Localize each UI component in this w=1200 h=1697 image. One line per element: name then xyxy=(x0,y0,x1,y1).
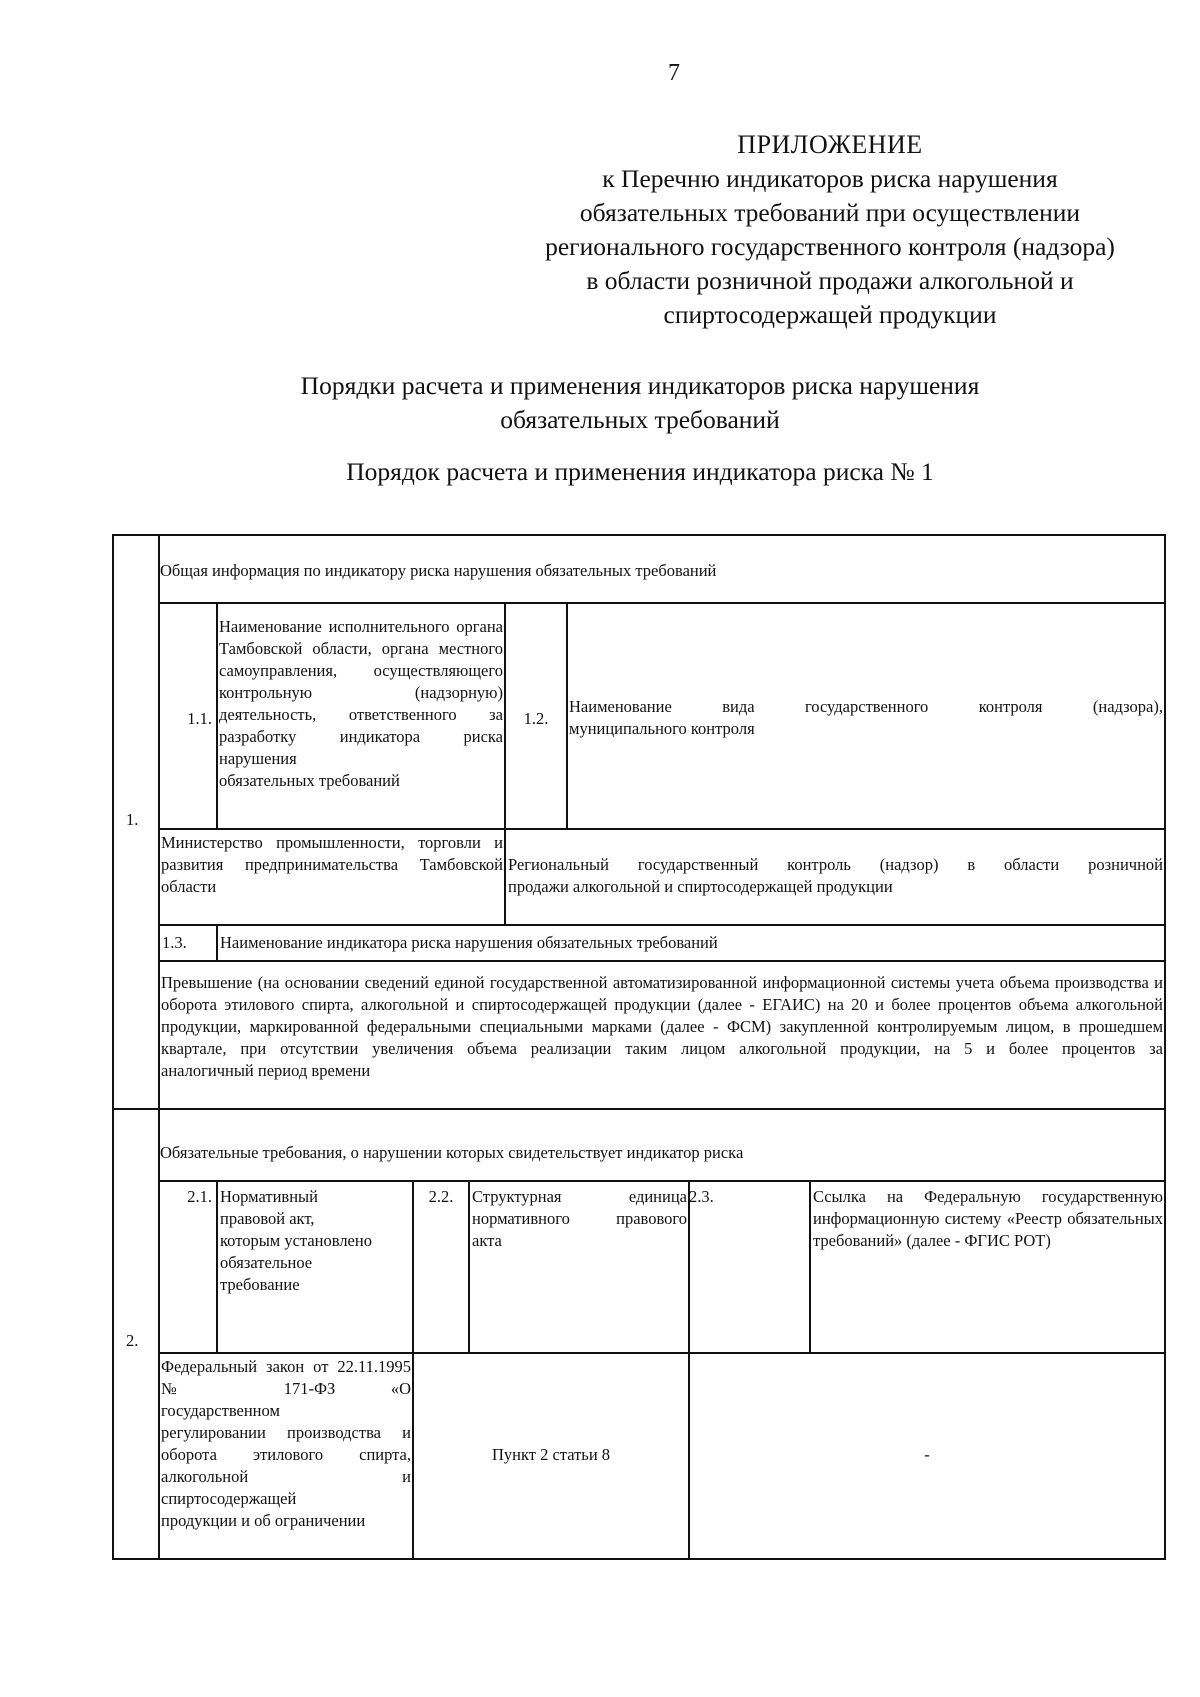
item-label-line: государственную информационную xyxy=(813,1187,1164,1228)
item-label-line: осуществляющего контрольную xyxy=(219,661,503,702)
item-value-line: государственном xyxy=(161,1401,280,1420)
section-number: 1. xyxy=(126,810,139,829)
item-value-line: Федеральный закон xyxy=(161,1357,305,1376)
item-value-line: продажи алкогольной и спиртосодержащей продукции xyxy=(508,877,893,896)
item-label-line: Ссылка на Федеральную xyxy=(813,1187,1021,1206)
item-value-line: продукции и об ограничении xyxy=(161,1511,366,1530)
item-value-line: от 22.11.1995 № 171-ФЗ «О xyxy=(161,1357,412,1398)
item-label-line: обязательное xyxy=(220,1253,313,1272)
appendix-line: спиртосодержащей продукции xyxy=(663,300,997,329)
item-value-line: учета объема производства и оборота этилового спирта, алкогольной и спиртосодержащей продукции xyxy=(161,973,1163,1014)
item-value xyxy=(161,832,503,898)
item-label xyxy=(220,1186,410,1296)
grid-line xyxy=(504,602,506,924)
item-label-line: обязательных требований xyxy=(219,771,400,790)
item-label-line: ответственного за разработку xyxy=(219,705,503,746)
item-label xyxy=(569,696,1163,740)
item-label xyxy=(813,1186,1163,1252)
item-number: 2.1. xyxy=(187,1187,212,1206)
item-label-line: Нормативный xyxy=(220,1187,318,1206)
item-value-line: отсутствии увеличения объема реализации таким лицом алкогольной продукции, на 5 и более процентов за xyxy=(280,1039,1164,1058)
section-header: Общая информация по индикатору риска нарушения обязательных требований xyxy=(160,561,717,580)
grid-line xyxy=(566,602,568,828)
section-number: 2. xyxy=(126,1331,139,1350)
appendix-line: в области розничной продажи алкогольной и xyxy=(586,266,1074,295)
grid-line xyxy=(158,602,1166,604)
item-value-line: алкогольной и xyxy=(161,1467,411,1486)
item-value-line: регулировании производства xyxy=(161,1423,381,1442)
grid-line xyxy=(158,960,1166,962)
item-label-line: органа местного xyxy=(381,639,503,658)
item-number: 2.3. xyxy=(689,1187,714,1206)
grid-line xyxy=(158,1180,1166,1182)
item-label-line: органа Тамбовской области, xyxy=(219,617,503,658)
procedures-title-line: Порядки расчета и применения индикаторов риска нарушения xyxy=(300,371,980,400)
item-label-line: Наименование вида государственного контроля (надзора), xyxy=(569,697,1163,716)
appendix-line: к Перечню индикаторов риска нарушения xyxy=(602,164,1058,193)
item-number: 1.3. xyxy=(162,933,187,952)
grid-line xyxy=(216,602,218,828)
item-label-line: (надзорную) деятельность, xyxy=(219,683,503,724)
appendix-block xyxy=(500,128,1160,332)
item-value: - xyxy=(924,1445,930,1464)
appendix-line: регионального государственного контроля (надзора) xyxy=(545,232,1115,261)
item-value-line: Превышение (на основании сведений единой государственной автоматизированной информационной системы xyxy=(161,973,951,992)
item-label-line: требование xyxy=(220,1275,300,1294)
item-value-line: аналогичный период времени xyxy=(161,1061,371,1080)
item-value-line: спиртосодержащей xyxy=(161,1489,297,1508)
grid-line xyxy=(158,534,160,1560)
item-value-line: Региональный государственный контроль (надзор) в области розничной xyxy=(508,855,1163,874)
item-value-line: торговли и развития xyxy=(161,833,503,874)
appendix-line: обязательных требований при осуществлении xyxy=(579,198,1081,227)
grid-line xyxy=(809,1180,811,1352)
section-header: Обязательные требования, о нарушении которых свидетельствует индикатор риска xyxy=(160,1143,744,1162)
grid-line xyxy=(112,1558,1166,1560)
appendix-heading: ПРИЛОЖЕНИЕ xyxy=(737,130,923,159)
item-label xyxy=(219,616,503,792)
item-value xyxy=(508,854,1163,898)
item-value-line: (далее - ЕГАИС) на 20 и более процентов объема алкогольной продукции, маркированной федеральными xyxy=(161,995,1163,1036)
item-label-line: правовой акт, xyxy=(220,1209,315,1228)
item-label-line: требований» (далее - ФГИС РОТ) xyxy=(813,1231,1051,1250)
grid-line xyxy=(1164,534,1166,1560)
item-label-line: систему «Реестр обязательных xyxy=(944,1209,1163,1228)
procedure-title: Порядок расчета и применения индикатора риска № 1 xyxy=(346,457,934,486)
grid-line xyxy=(216,1180,218,1352)
item-label-line: муниципального контроля xyxy=(569,719,755,738)
page-number: 7 xyxy=(668,60,680,86)
item-label-line: Структурная единица xyxy=(472,1187,687,1206)
procedures-title xyxy=(260,369,1020,437)
item-value-line: предпринимательства Тамбовской xyxy=(244,855,503,874)
item-label-line: которым установлено xyxy=(220,1231,372,1250)
item-number: 1.2. xyxy=(523,709,549,728)
procedures-title-line: обязательных требований xyxy=(500,405,780,434)
grid-line xyxy=(216,924,218,960)
item-label-line: акта xyxy=(472,1231,502,1250)
item-label: Наименование индикатора риска нарушения обязательных требований xyxy=(220,933,718,952)
item-value-line: Министерство промышленности, xyxy=(161,833,405,852)
grid-line xyxy=(158,828,1166,830)
item-label-line: Наименование исполнительного xyxy=(219,617,450,636)
grid-line xyxy=(112,1108,1166,1110)
item-value-line: и оборота этилового спирта, xyxy=(161,1423,411,1464)
grid-line xyxy=(688,1180,690,1560)
grid-line xyxy=(158,924,1166,926)
item-value xyxy=(161,1356,411,1532)
grid-line xyxy=(412,1180,414,1560)
grid-line xyxy=(112,534,1166,536)
item-value: Пункт 2 статьи 8 xyxy=(491,1445,611,1464)
grid-line xyxy=(468,1180,470,1352)
grid-line xyxy=(112,534,114,1560)
item-value xyxy=(161,972,1163,1082)
item-number: 1.1. xyxy=(187,709,212,728)
item-label-line: индикатора риска нарушения xyxy=(219,727,504,768)
risk-indicator-table xyxy=(112,534,1166,1560)
item-label xyxy=(472,1186,687,1252)
grid-line xyxy=(158,1352,1166,1354)
item-label-line: самоуправления, xyxy=(219,661,338,680)
item-label-line: нормативного правового xyxy=(472,1209,687,1228)
item-value-line: области xyxy=(161,877,217,896)
item-value-line: специальными марками (далее - ФСМ) закупленной контролируемым лицом, в прошедшем квартале, при xyxy=(161,1017,1164,1058)
item-number: 2.2. xyxy=(428,1187,454,1206)
